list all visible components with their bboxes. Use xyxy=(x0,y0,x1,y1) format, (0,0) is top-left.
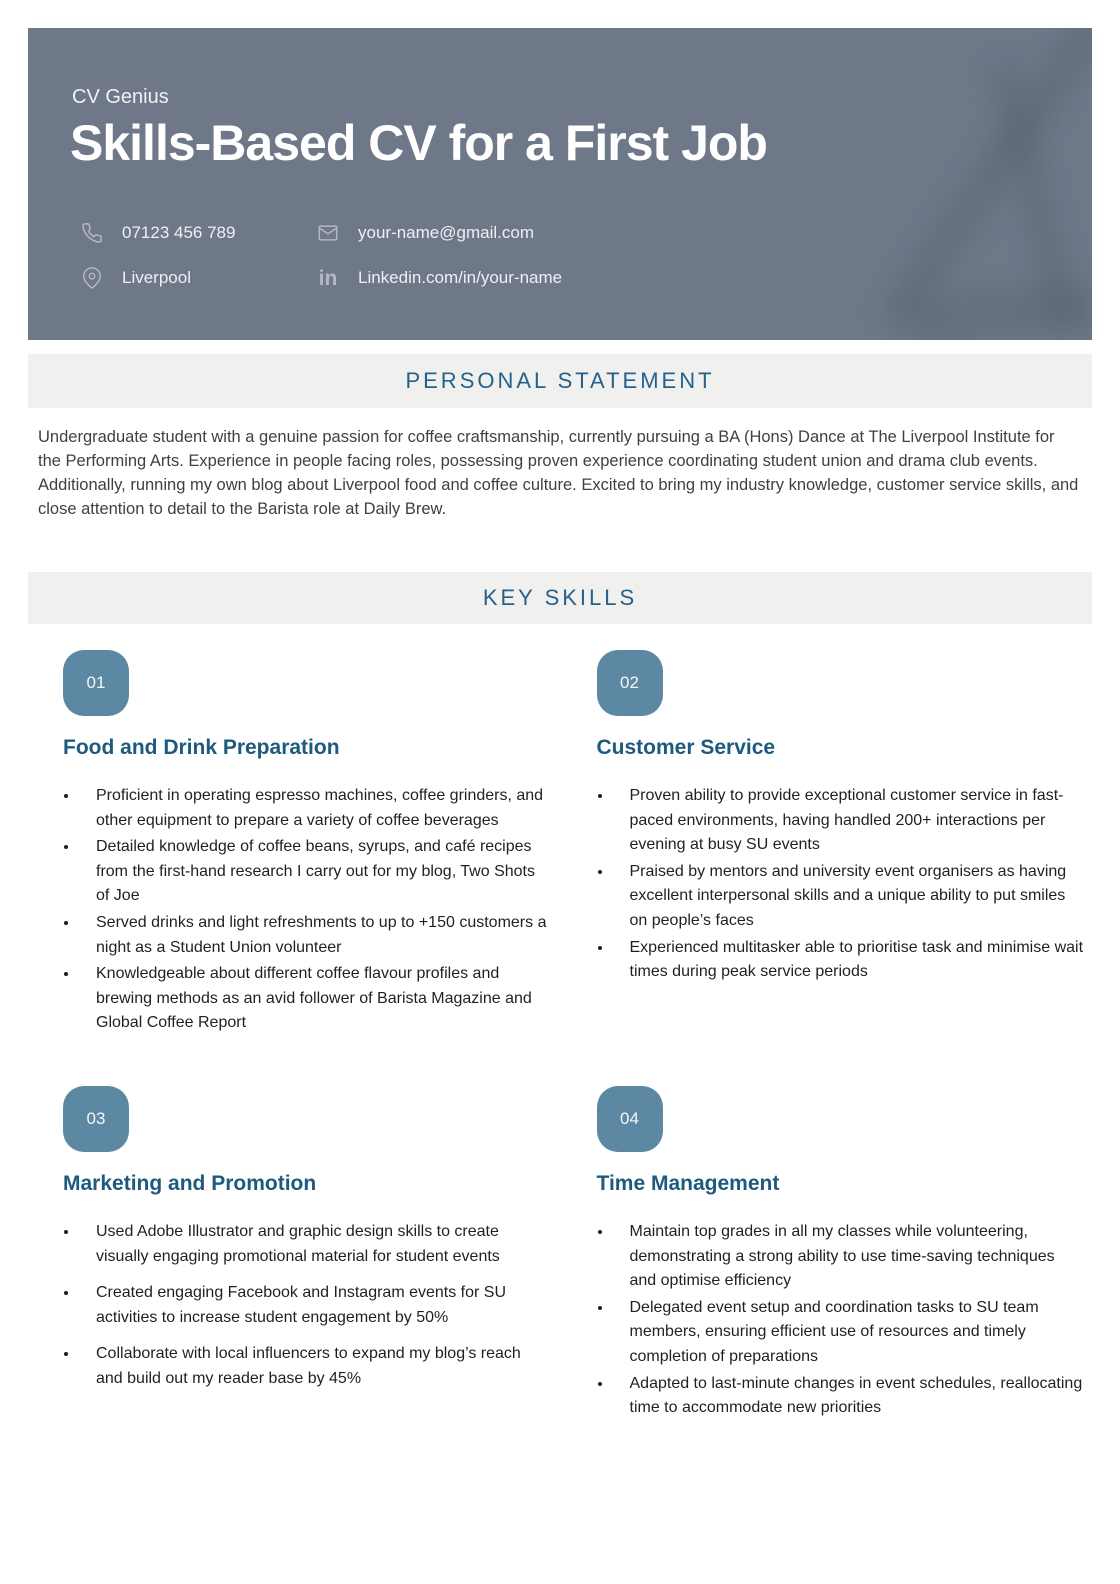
phone-number: 07123 456 789 xyxy=(122,223,236,242)
skill-title: Time Management xyxy=(596,1171,780,1195)
skill-block-2 xyxy=(597,650,1086,1038)
skill-bullet: • Created engaging Facebook and Instagram events for SU activities to increase student engagement by 50% xyxy=(79,1281,552,1330)
skill-bullet: • Delegated event setup and coordination tasks to SU team members, ensuring efficient use of resources and timely completion of preparations xyxy=(613,1296,1086,1370)
skill-title: Customer Service xyxy=(596,736,776,759)
skill-title: Marketing and Promotion xyxy=(63,1171,317,1195)
header-decorative-shadow xyxy=(28,28,1092,340)
header xyxy=(28,28,1092,340)
skill-bullet: • Used Adobe Illustrator and graphic design skills to create visually engaging promotional material for student events xyxy=(79,1220,552,1269)
contact-info xyxy=(80,221,562,290)
skill-bullet: • Maintain top grades in all my classes while volunteering, demonstrating a strong ability to use time-saving techniques and optimise efficiency xyxy=(613,1220,1086,1294)
skill-block-3 xyxy=(63,1086,552,1423)
linkedin-icon: in xyxy=(318,266,338,290)
skill-bullet: • Served drinks and light refreshments to up to +150 customers a night as a Student Union volunteer xyxy=(79,911,552,960)
skill-number-badge xyxy=(597,1086,663,1152)
skill-block-4 xyxy=(597,1086,1086,1423)
skill-number-badge xyxy=(63,650,129,716)
skill-bullet-list xyxy=(597,1220,1086,1421)
skill-number-badge xyxy=(597,650,663,716)
skill-bullet: • Proven ability to provide exceptional customer service in fast-paced environments, having handled 200+ interactions per evening at busy SU events xyxy=(613,784,1086,858)
skill-bullet-list xyxy=(63,1220,552,1392)
skill-bullet: • Adapted to last-minute changes in event schedules, reallocating time to accommodate new priorities xyxy=(613,1372,1086,1421)
contact-email xyxy=(316,221,562,245)
contact-phone xyxy=(80,221,276,245)
key-skills-band xyxy=(28,572,1092,624)
skill-bullet: • Praised by mentors and university event organisers as having excellent interpersonal skills and a unique ability to put smiles on people’s faces xyxy=(613,860,1086,934)
skill-bullet-list xyxy=(597,784,1086,985)
personal-statement-band xyxy=(28,354,1092,408)
skill-bullet: • Detailed knowledge of coffee beans, syrups, and café recipes from the first-hand research I carry out for my blog, Two Shots of Joe xyxy=(79,835,552,909)
skill-number: 02 xyxy=(620,673,639,692)
linkedin-url: Linkedin.com/in/your-name xyxy=(358,268,563,287)
location-pin-icon xyxy=(80,266,104,290)
skill-number: 04 xyxy=(620,1108,639,1128)
skill-bullet: • Collaborate with local influencers to expand my blog’s reach and build out my reader base by 45% xyxy=(79,1342,552,1391)
skill-block-1 xyxy=(63,650,552,1038)
location-text: Liverpool xyxy=(122,268,191,287)
personal-statement-text: Undergraduate student with a genuine passion for coffee craftsmanship, currently pursuing a BA (Hons) Dance at The Liverpool Institute for the Performing Arts. Experience in people facing roles, possessing proven experience coordinating student union and drama club events. Additionally, running my own blog about Liverpool food and coffee culture. Excited to bring my industry knowledge, customer service skills, and close attention to detail to the Barista role at Daily Brew. xyxy=(38,428,1079,518)
personal-statement-heading: PERSONAL STATEMENT xyxy=(405,368,715,393)
email-address: your-name@gmail.com xyxy=(358,223,534,242)
skill-bullet: • Experienced multitasker able to prioritise task and minimise wait times during peak service periods xyxy=(613,936,1086,985)
email-icon xyxy=(316,221,340,245)
skills-grid xyxy=(63,650,1085,1423)
contact-location xyxy=(80,266,276,290)
skill-bullet: • Proficient in operating espresso machines, coffee grinders, and other equipment to prepare a variety of coffee beverages xyxy=(79,784,552,833)
key-skills-heading: KEY SKILLS xyxy=(482,585,638,610)
skill-title: Food and Drink Preparation xyxy=(63,736,340,759)
skill-bullet-list xyxy=(63,784,552,1036)
page-title: Skills-Based CV for a First Job xyxy=(70,115,767,171)
skill-number: 03 xyxy=(86,1108,106,1128)
phone-icon xyxy=(80,221,104,245)
brand-name: CV Genius xyxy=(72,86,169,108)
contact-linkedin xyxy=(316,266,562,290)
skill-number: 01 xyxy=(86,673,106,692)
skill-number-badge xyxy=(63,1086,129,1152)
skill-bullet: • Knowledgeable about different coffee flavour profiles and brewing methods as an avid follower of Barista Magazine and Global Coffee Report xyxy=(79,962,552,1036)
